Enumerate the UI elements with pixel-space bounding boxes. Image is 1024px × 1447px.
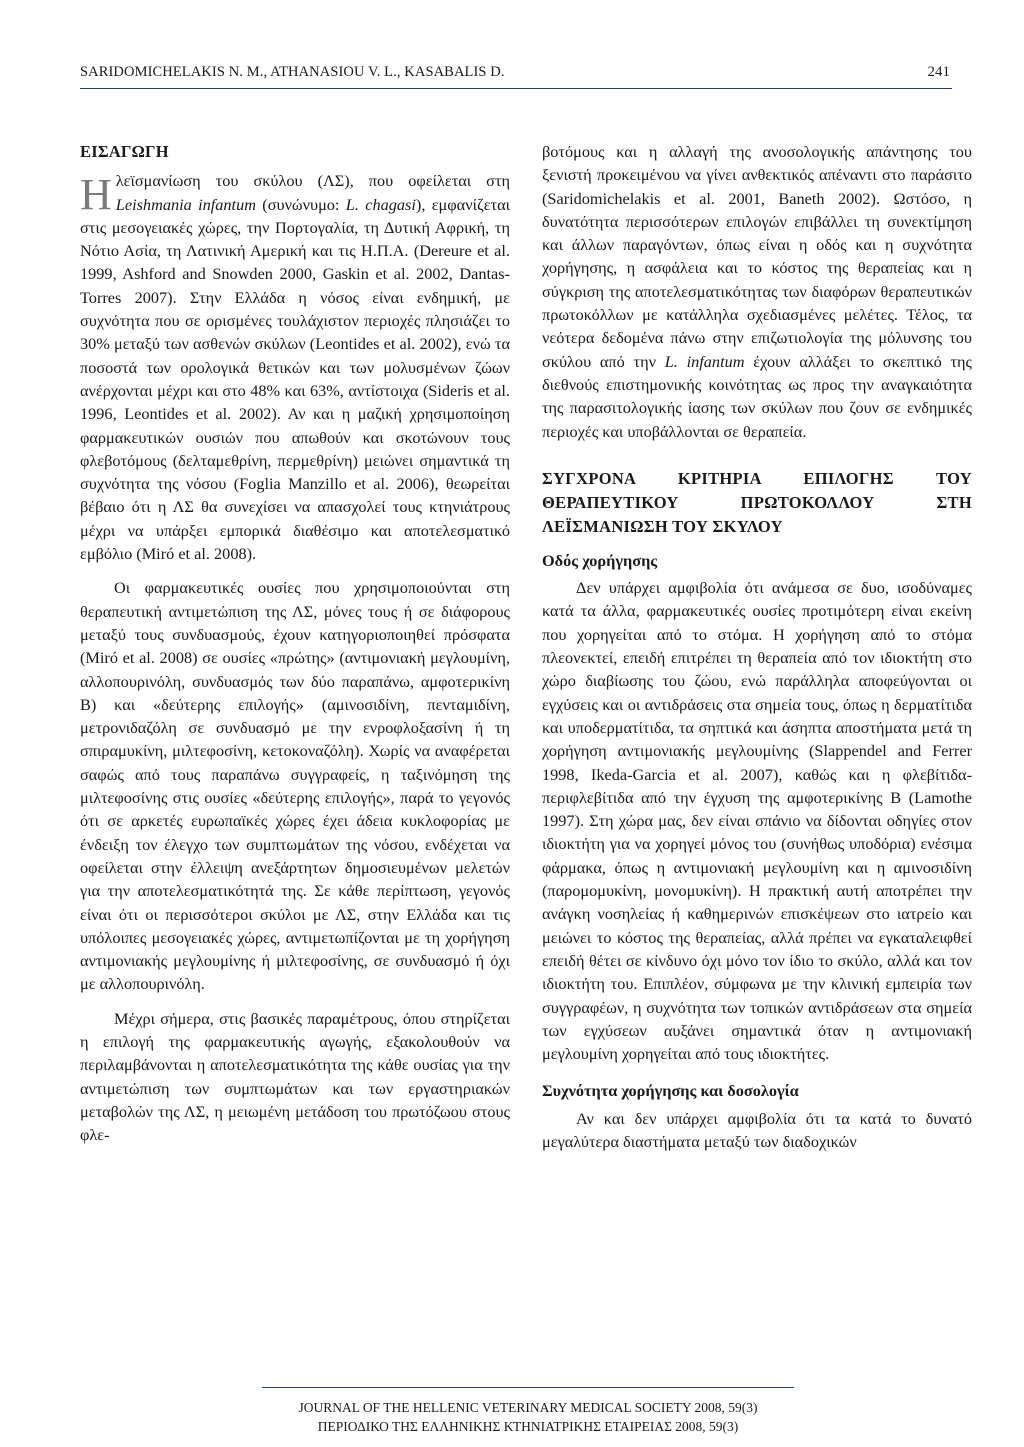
route-paragraph: Δεν υπάρχει αμφιβολία ότι ανάμεσα σε δυο, ισοδύναμες κατά τα άλλα, φαρμακευτικές ουσίες προτιμότερη είναι εκείνη που χορηγείται από το στόμα. Η χορήγηση από το στόμα πλεονεκτεί, επειδή επιτρέπει τη θεραπεία από τον ιδιοκτήτη στο χώρο διαβίωσης του ζώου, ενώ παράλληλα αποφεύγονται οι εγχύσεις και οι αντιδράσεις στα σημεία τους, όπως η δερματίτιδα και υποδερματίτιδα, τα σηπτικά και άσηπτα αποστήματα μετά τη χορήγηση αντιμονιακής μεγλουμίνης (Slappendel and Ferrer 1998, Ikeda-Garcia et al. 2007), καθώς και η φλεβίτιδα-περιφλεβίτιδα από την έγχυση της αμφοτερικίνης Β (Lamothe 1997). Στη χώρα μας, δεν είναι σπάνιο να δίδονται οδηγίες στον ιδιοκτήτη για να χορηγεί μόνος του (συνήθως υποδόρια) ενέσιμα φάρμακα, όπως η αντιμονιακή μεγλουμίνη και η αμινοσιδίνη (παρομομυκίνη, μονομυκίνη). Η πρακτική αυτή αποτρέπει την ανάγκη νοσηλείας ή καθημερινών επισκέψεων στο ιατρείο και μειώνει το κόστος της θεραπείας, αλλά πρέπει να εγκαταλειφθεί επειδή θέτει σε κίνδυνο όχι μόνο τον ίδιο το σκύλο, αλλά και τον ιδιοκτήτη του. Επιπλέον, σύμφωνα με την κλινική εμπειρία των συγγραφέων, η συχνότητα των τοπικών αντιδράσεων στα σημεία των εγχύσεων αυξάνει σημαντικά όταν η αντιμονιακή μεγλουμίνη χορηγείται από τους ιδιοκτήτες. bbox=[542, 578, 972, 1064]
subheading-frequency: Συχνότητα χορήγησης και δοσολογία bbox=[542, 1081, 799, 1101]
footer-line-english: JOURNAL OF THE HELLENIC VETERINARY MEDICAL SOCIETY 2008, 59(3) bbox=[298, 1400, 758, 1415]
intro-p1-text-b: (συνώνυμο: bbox=[255, 194, 346, 214]
right-p1-text-a: βοτόμους και η αλλαγή της ανοσολογικής απάντησης του ξενιστή προκειμένου να γίνει ανθεκτικός απέναντι στο παράσιτο (Saridomichelakis et al. 2001, Baneth 2002). Ωστόσο, η δυνατότητα περισσότερων επιλογών επιβάλλει τη συνεκτίμηση και άλλων παραγόντων, όπως είναι η οδός και η συχνότητα χορήγησης, η ασφάλεια και το κόστος της θεραπείας και η σύγκριση της αποτελεσματικότητας των διαφόρων θεραπευτικών πρωτοκόλλων με κατάλληλα σχεδιασμένες μελέτες. Τέλος, τα νεότερα δεδομένα πάνω στην επιζωτιολογία της μόλυνσης του σκύλου από την bbox=[542, 142, 972, 371]
right-column bbox=[542, 140, 972, 1153]
intro-p1-text-a: λεϊσμανίωση του σκύλου (ΛΣ), που οφείλεται στη bbox=[115, 171, 510, 191]
header-rule bbox=[80, 88, 952, 89]
intro-paragraph-3: Μέχρι σήμερα, στις βασικές παραμέτρους, όπου στηρίζεται η επιλογή της φαρμακευτικής αγωγής, εξακολουθούν να περιλαμβάνονται η αποτελεσματικότητα της κάθε ουσίας για την αντιμετώπιση των συμπτωμάτων και των εργαστηριακών μεταβολών της ΛΣ, η μειωμένη μετάδοση του πρωτόζωου στους φλε- bbox=[80, 1008, 510, 1145]
page-number: 241 bbox=[927, 64, 950, 80]
right-paragraph-1 bbox=[542, 140, 972, 443]
intro-p1-text-c: ), εμφανίζεται στις μεσογειακές χώρες, την Πορτογαλία, τη Δυτική Αφρική, τη Νότιο Ασία, τη Λατινική Αμερική και τις Η.Π.Α. (Dereure et al. 1999, Ashford and Snowden 2000, Gaskin et al. 2002, Dantas-Torres 2007). Στην Ελλάδα η νόσος είναι ενδημική, με συχνότητα που σε ορισμένες τουλάχιστον περιοχές πλησιάζει το 30% μεταξύ των ασθενών σκύλων (Leontides et al. 2002), ενώ τα ποσοστά των ορολογικά θετικών και των μολυσμένων ζώων ανέρχονται μέχρι και στο 48% και 63%, αντίστοιχα (Sideris et al. 1996, Leontides et al. 2002). Αν και η μαζική χρησιμοποίηση φαρμακευτικών ουσιών που απωθούν και σκοτώνουν τους φλεβοτόμους (δελταμεθρίνη, περμεθρίνη) μειώνει σημαντικά τη συχνότητα της νόσου (Foglia Manzillo et al. 2006), θεωρείται βέβαιο ότι η ΛΣ θα συνεχίσει να απασχολεί τους κτηνιάτρους μέχρι να υπάρξει εμπορικά διαθέσιμο και αποτελεσματικό εμβόλιο (Miró et al. 2008). bbox=[80, 194, 510, 564]
intro-paragraph-1 bbox=[80, 169, 510, 565]
intro-p1-synonym: L. chagasi bbox=[345, 194, 416, 214]
drop-cap: Η bbox=[80, 170, 112, 220]
right-p1-species: L. infantum bbox=[664, 351, 745, 371]
frequency-paragraph: Αν και δεν υπάρχει αμφιβολία ότι τα κατά το δυνατό μεγαλύτερα διαστήματα μεταξύ των διαδοχικών bbox=[542, 1108, 972, 1151]
running-header bbox=[80, 64, 950, 86]
section-title-introduction: ΕΙΣΑΓΩΓΗ bbox=[80, 142, 169, 161]
intro-paragraph-2: Οι φαρμακευτικές ουσίες που χρησιμοποιούνται στη θεραπευτική αντιμετώπιση της ΛΣ, μόνες τους ή σε διάφορους μεταξύ τους συνδυασμούς, έχουν κατηγοριοποιηθεί πρόσφατα (Miró et al. 2008) σε ουσίες «πρώτης» (αντιμονιακή μεγλουμίνη, αλλοπουρινόλη, συνδυασμός των δύο παραπάνω, αμφοτερικίνη Β) και «δεύτερης επιλογής» (αμινοσιδίνη, πενταμιδίνη, μετρονιδαζόλη σε συνδυασμό με την ενροφλοξασίνη ή τη σπιραμυκίνη, μιλτεφοσίνη, κετοκοναζόλη). Χωρίς να αναφέρεται σαφώς από τους παραπάνω συγγραφείς, η ταξινόμηση της μιλτεφοσίνης στις ουσίες «δεύτερης επιλογής», παρά το γεγονός ότι σε αρκετές ευρωπαϊκές χώρες έχει άδεια κυκλοφορίας με ένδειξη τον έλεγχο των συμπτωμάτων της νόσου, ενδέχεται να οφείλεται στην έλλειψη ανεξάρτητων δημοσιευμένων μελετών για την αποτελεσματικότητά της. Σε κάθε περίπτωση, γεγονός είναι ότι οι περισσότεροι σκύλοι με ΛΣ, στην Ελλάδα και τις υπόλοιπες μεσογειακές χώρες, αντιμετωπίζονται με τη χορήγηση αντιμονιακής μεγλουμίνης ή μιλτεφοσίνης, σε συνδυασμό ή όχι με αλλοπουρινόλη. bbox=[80, 578, 510, 994]
journal-footer bbox=[262, 1398, 794, 1436]
footer-line-greek: ΠΕΡΙΟΔΙΚΟ ΤΗΣ ΕΛΛΗΝΙΚΗΣ ΚΤΗΝΙΑΤΡΙΚΗΣ ΕΤΑΙΡΕΙΑΣ 2008, 59(3) bbox=[317, 1419, 739, 1434]
footer-rule bbox=[262, 1387, 794, 1388]
section-heading-criteria: ΣΥΓΧΡΟΝΑ ΚΡΙΤΗΡΙΑ ΕΠΙΛΟΓΗΣ ΤΟΥ ΘΕΡΑΠΕΥΤΙΚΟΥ ΠΡΩΤΟΚΟΛΛΟΥ ΣΤΗ ΛΕΪΣΜΑΝΙΩΣΗ ΤΟΥ ΣΚΥΛΟΥ bbox=[542, 468, 972, 536]
right-p1-text-b: έχουν αλλάξει το σκεπτικό της διεθνούς επιστημονικής κοινότητας ως προς την αναγκαιότητα της παρασιτολογικής ίασης των σκύλων που ζουν σε ενδημικές περιοχές και υποβάλλονται σε θεραπεία. bbox=[542, 351, 972, 441]
left-column bbox=[80, 140, 510, 1146]
header-authors: SARIDOMICHELAKIS N. M., ATHANASIOU V. L., KASABALIS D. bbox=[80, 64, 505, 80]
subheading-route: Οδός χορήγησης bbox=[542, 550, 658, 570]
intro-p1-species: Leishmania infantum bbox=[115, 194, 256, 214]
